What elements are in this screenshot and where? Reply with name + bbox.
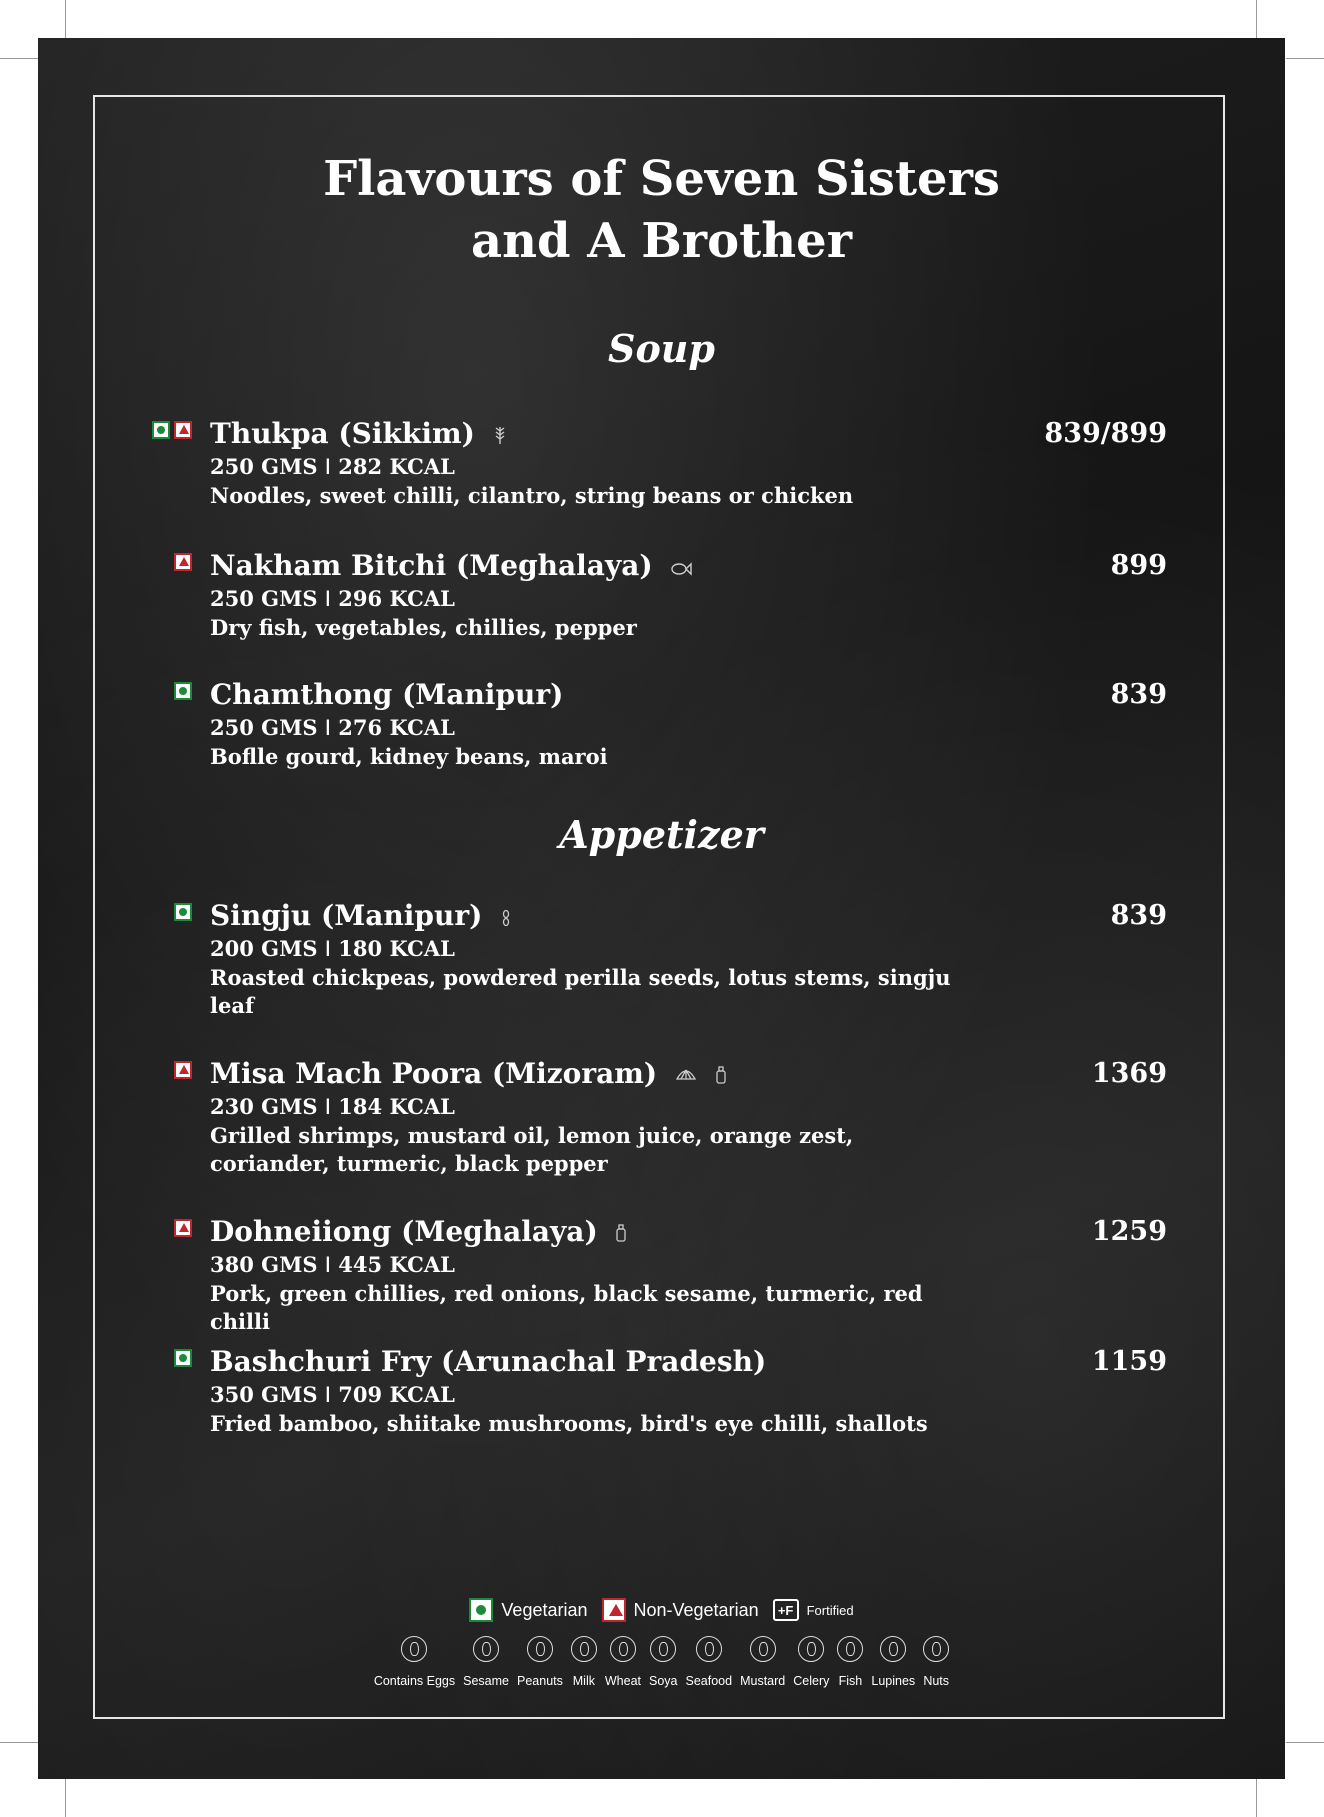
- item-name-text: Misa Mach Poora (Mizoram): [210, 1057, 658, 1090]
- nuts-icon: [923, 1636, 949, 1662]
- section-title-soup: Soup: [608, 326, 715, 371]
- item-name: [210, 677, 563, 713]
- sesame-icon: [473, 1636, 499, 1662]
- peanuts-icon: [527, 1636, 553, 1662]
- legend-vegetarian-label: Vegetarian: [501, 1599, 588, 1620]
- allergen-peanuts: [513, 1636, 567, 1688]
- allergen-label: Wheat: [604, 1674, 642, 1688]
- menu-title-line2: and A Brother: [471, 213, 852, 269]
- allergen-label: Seafood: [685, 1674, 733, 1688]
- item-meta: 250 GMS ǀ 276 KCAL: [210, 715, 455, 740]
- allergen-label: Lupines: [871, 1674, 916, 1688]
- allergen-fish: [833, 1636, 867, 1688]
- item-meta: 200 GMS ǀ 180 KCAL: [210, 936, 455, 961]
- item-description: Dry fish, vegetables, chillies, pepper: [210, 615, 637, 640]
- mustard-icon: [750, 1636, 776, 1662]
- menu-title-line1: Flavours of Seven Sisters: [323, 151, 1000, 207]
- item-name-text: Singju (Manipur): [210, 899, 483, 932]
- menu-title: [38, 148, 1285, 272]
- allergen-nuts: [919, 1636, 953, 1688]
- item-description: Pork, green chillies, red onions, black sesame, turmeric, red chilli: [210, 1281, 923, 1334]
- item-name: [210, 416, 507, 454]
- celery-icon: [798, 1636, 824, 1662]
- item-meta: 250 GMS ǀ 296 KCAL: [210, 586, 455, 611]
- item-meta: 230 GMS ǀ 184 KCAL: [210, 1094, 455, 1119]
- vegetarian-badge-icon: [174, 1349, 192, 1367]
- legend-fortified: [773, 1599, 854, 1621]
- allergen-label: Peanuts: [517, 1674, 563, 1688]
- milk-icon: [571, 1636, 597, 1662]
- allergen-label: Sesame: [463, 1674, 509, 1688]
- vegetarian-badge-icon: [174, 682, 192, 700]
- non-vegetarian-badge-icon: [174, 1219, 192, 1237]
- section-title-appetizer: Appetizer: [559, 812, 764, 857]
- fish-icon: [837, 1636, 863, 1662]
- crop-mark: [1256, 1779, 1257, 1817]
- item-name: [210, 1056, 727, 1094]
- item-name-text: Nakham Bitchi (Meghalaya): [210, 549, 653, 582]
- allergen-seafood: [682, 1636, 737, 1688]
- non-vegetarian-badge-icon: [602, 1598, 626, 1622]
- non-vegetarian-badge-icon: [174, 421, 192, 439]
- item-price: 899: [1110, 550, 1167, 581]
- allergen-label: Nuts: [923, 1674, 950, 1688]
- item-name: [210, 1344, 766, 1380]
- diet-legend: [38, 1598, 1285, 1622]
- item-meta: 350 GMS ǀ 709 KCAL: [210, 1382, 455, 1407]
- vegetarian-badge-icon: [174, 903, 192, 921]
- item-name: [210, 898, 512, 936]
- item-price: 839: [1110, 900, 1167, 931]
- allergen-label: Milk: [572, 1674, 595, 1688]
- crop-mark: [65, 0, 66, 38]
- legend-non-vegetarian: [602, 1598, 759, 1622]
- item-price: 1259: [1091, 1216, 1167, 1247]
- allergen-label: Celery: [793, 1674, 830, 1688]
- vegetarian-badge-icon: [152, 421, 170, 439]
- allergen-milk: [567, 1636, 601, 1688]
- allergen-mustard: [736, 1636, 789, 1688]
- item-name-text: Chamthong (Manipur): [210, 678, 564, 711]
- wheat-icon: [493, 418, 507, 454]
- allergen-soya: [645, 1636, 682, 1688]
- allergen-label: Mustard: [740, 1674, 786, 1688]
- legend-vegetarian: [469, 1598, 587, 1622]
- item-name: [210, 1214, 627, 1252]
- allergen-contains-eggs: [370, 1636, 459, 1688]
- allergen-sesame: [459, 1636, 513, 1688]
- item-description: Fried bamboo, shiitake mushrooms, bird's eye chilli, shallots: [210, 1411, 928, 1436]
- non-vegetarian-badge-icon: [174, 553, 192, 571]
- fortified-icon: +F: [773, 1599, 799, 1621]
- allergen-wheat: [601, 1636, 645, 1688]
- crop-mark: [1286, 1742, 1324, 1743]
- sesame-icon: [500, 900, 512, 936]
- allergen-celery: [789, 1636, 833, 1688]
- soya-icon: [650, 1636, 676, 1662]
- allergen-label: Soya: [649, 1674, 678, 1688]
- item-meta: 380 GMS ǀ 445 KCAL: [210, 1252, 455, 1277]
- item-name-text: Dohneiiong (Meghalaya): [210, 1215, 598, 1248]
- allergen-label: Fish: [838, 1674, 863, 1688]
- legend-non-vegetarian-label: Non-Vegetarian: [633, 1599, 759, 1620]
- item-price: 1369: [1091, 1058, 1167, 1089]
- seafood-icon: [675, 1058, 697, 1094]
- mustard-icon: [715, 1058, 727, 1094]
- item-name-text: Thukpa (Sikkim): [210, 417, 475, 450]
- seafood-icon: [696, 1636, 722, 1662]
- item-price: 839: [1110, 679, 1167, 710]
- item-meta: 250 GMS ǀ 282 KCAL: [210, 454, 455, 479]
- wheat-icon: [610, 1636, 636, 1662]
- item-description: Noodles, sweet chilli, cilantro, string beans or chicken: [210, 483, 854, 508]
- contains-eggs-icon: [401, 1636, 427, 1662]
- allergen-lupines: [867, 1636, 919, 1688]
- crop-mark: [1256, 0, 1257, 38]
- crop-mark: [0, 58, 38, 59]
- allergen-label: Contains Eggs: [373, 1674, 456, 1688]
- vegetarian-badge-icon: [469, 1598, 493, 1622]
- item-description: Roasted chickpeas, powdered perilla seeds, lotus stems, singju leaf: [210, 965, 951, 1018]
- item-name: [210, 548, 692, 586]
- crop-mark: [0, 1742, 38, 1743]
- item-price: 839/899: [1044, 418, 1167, 449]
- item-description: Grilled shrimps, mustard oil, lemon juice, orange zest, coriander, turmeric, black pepper: [210, 1123, 854, 1176]
- crop-mark: [1286, 58, 1324, 59]
- lupines-icon: [880, 1636, 906, 1662]
- menu-page: [38, 38, 1285, 1779]
- allergen-legend: [38, 1636, 1285, 1688]
- fish-icon: [670, 550, 692, 586]
- item-name-text: Bashchuri Fry (Arunachal Pradesh): [210, 1345, 767, 1378]
- item-description: Boflle gourd, kidney beans, maroi: [210, 744, 608, 769]
- mustard-icon: [615, 1216, 627, 1252]
- crop-mark: [65, 1779, 66, 1817]
- item-price: 1159: [1091, 1346, 1167, 1377]
- legend-fortified-label: Fortified: [806, 1602, 854, 1618]
- non-vegetarian-badge-icon: [174, 1061, 192, 1079]
